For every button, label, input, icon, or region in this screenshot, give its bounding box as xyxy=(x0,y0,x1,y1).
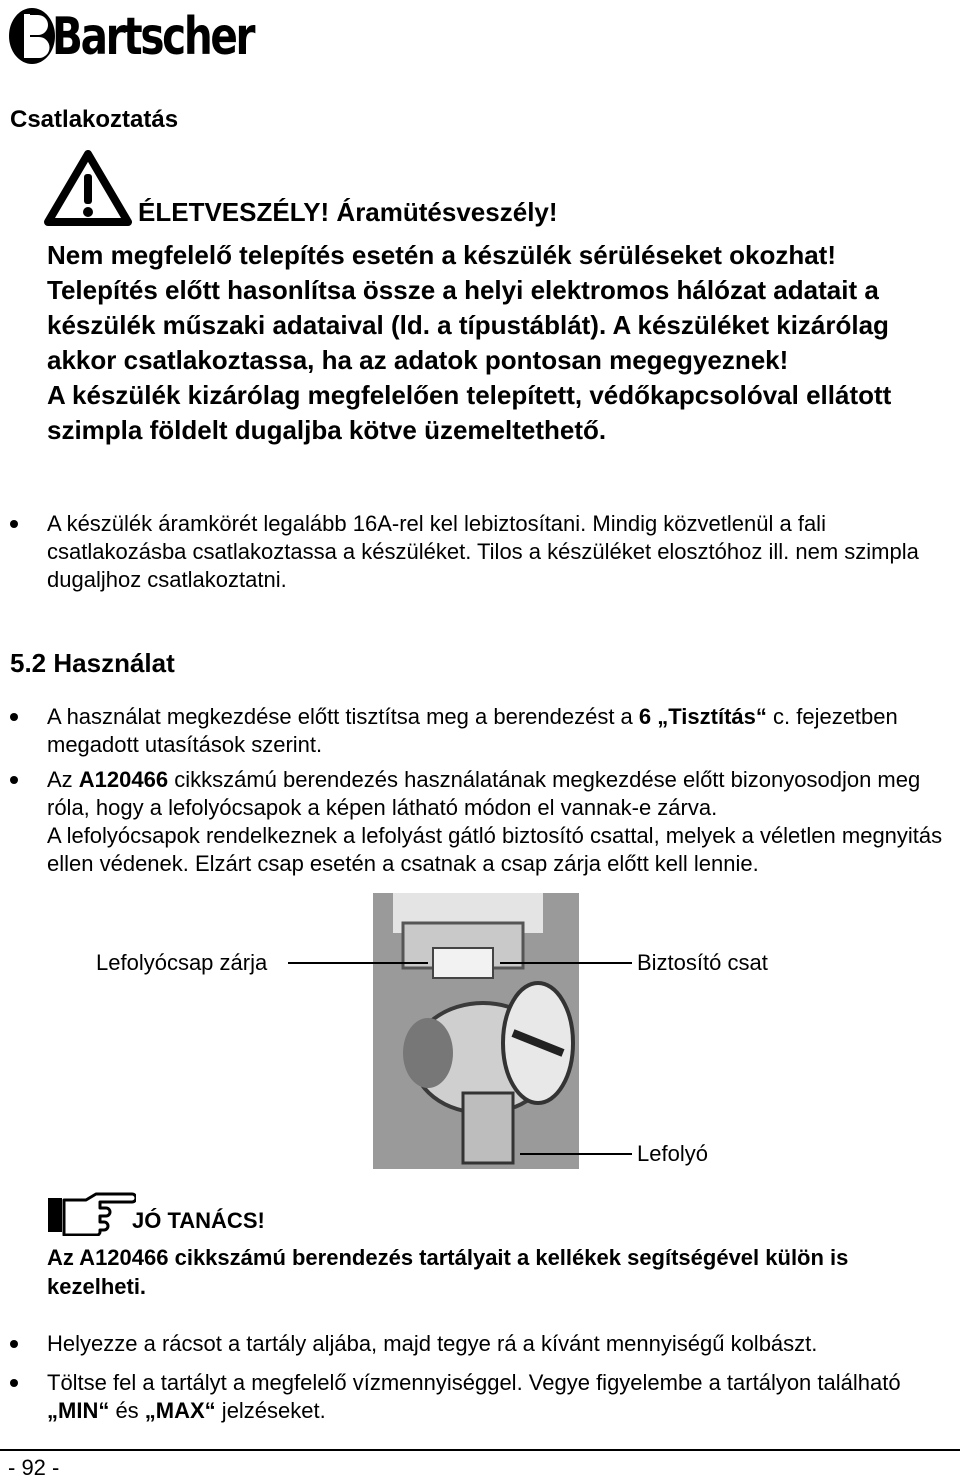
logo-text: Bartscher xyxy=(52,7,254,67)
warning-paragraph-2: A készülék kizárólag megfelelően telepített, védőkapcsolóval ellátott szimpla földelt dugaljba kötve üzemeltethető. xyxy=(47,380,892,445)
page-number: - 92 - xyxy=(8,1455,60,1480)
callout-line-lock xyxy=(288,962,428,964)
bullet-text-drain xyxy=(47,766,952,878)
warning-body xyxy=(47,238,952,448)
footer-rule xyxy=(0,1449,960,1451)
bullet-text-fuse: A készülék áramkörét legalább 16A-rel kel lebiztosítani. Mindig közvetlenül a fali csatlakozásba csatlakoztassa a készüléket. Tilos a készüléket elosztóhoz ill. nem szimpla dugaljhoz csatlakoztatni. xyxy=(47,511,919,592)
label-safety-clip: Biztosító csat xyxy=(637,950,768,975)
logo-emblem-icon xyxy=(8,6,58,66)
warning-triangle-icon xyxy=(44,150,132,228)
bullet-text-cleaning xyxy=(47,703,952,759)
bullet-icon xyxy=(10,520,18,528)
text-run: Töltse fel a tartályt a megfelelő vízmennyiséggel. Vegye figyelembe a tartályon található xyxy=(47,1370,901,1395)
min-mark: „MIN“ xyxy=(47,1398,110,1423)
tip-body: Az A120466 cikkszámú berendezés tartályait a kellékek segítségével külön is kezelheti. xyxy=(47,1245,849,1299)
bullet-icon xyxy=(10,1340,18,1348)
warning-paragraph-1: Nem megfelelő telepítés esetén a készülék sérüléseket okozhat! Telepítés előtt hasonlítsa össze a helyi elektromos hálózat adatait a készülék műszaki adataival (ld. a típustáblát). A készüléket kizárólag akkor csatlakoztassa, ha az adatok pontosan megegyeznek! xyxy=(47,240,889,375)
warning-heading: ÉLETVESZÉLY! Áramütésveszély! xyxy=(138,197,558,227)
bullet-icon xyxy=(10,1379,18,1387)
max-mark: „MAX“ xyxy=(144,1398,216,1423)
section-heading: 5.2 Használat xyxy=(10,648,175,678)
section-title: Csatlakoztatás xyxy=(10,106,179,133)
pointing-hand-icon xyxy=(46,1188,136,1236)
callout-line-drain xyxy=(520,1153,632,1155)
text-run: cikkszámú berendezés használatának megkezdése előtt bizonyosodjon meg róla, hogy a lefolyócsapok a képen látható módon el vannak-e zárva. xyxy=(47,767,921,820)
text-run: Az xyxy=(47,767,79,792)
bullet-icon xyxy=(10,776,18,784)
bartscher-logo xyxy=(8,6,254,68)
chapter-reference: 6 „Tisztítás“ xyxy=(638,704,767,729)
drain-valve-photo xyxy=(373,893,579,1169)
drain-note: A lefolyócsapok rendelkeznek a lefolyást gátló biztosító csattal, melyek a véletlen megnyitás ellen védenek. Elzárt csap esetén a csatnak a csap zárja előtt kell lennie. xyxy=(47,823,943,876)
text-run: c. fejezetben megadott utasítások szerint. xyxy=(47,704,898,757)
bullet-text-grid: Helyezze a rácsot a tartály aljába, majd tegye rá a kívánt mennyiségű kolbászt. xyxy=(47,1331,818,1356)
text-run: és xyxy=(109,1398,145,1423)
callout-line-clip xyxy=(500,962,632,964)
text-run: A használat megkezdése előtt tisztítsa meg a berendezést a xyxy=(47,704,639,729)
label-drain-lock: Lefolyócsap zárja xyxy=(96,950,268,975)
bullet-text-water xyxy=(47,1369,952,1425)
bullet-icon xyxy=(10,713,18,721)
tip-heading: JÓ TANÁCS! xyxy=(132,1208,265,1233)
label-drain: Lefolyó xyxy=(637,1141,708,1166)
article-number: A120466 xyxy=(78,767,169,792)
text-run: jelzéseket. xyxy=(215,1398,326,1423)
